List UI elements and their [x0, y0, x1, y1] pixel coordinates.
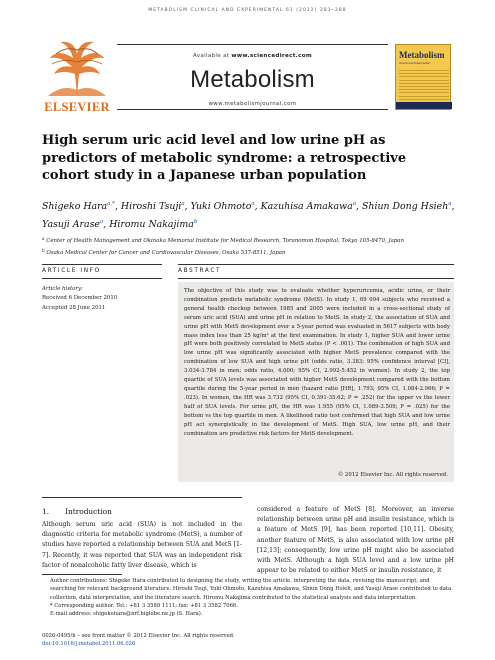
author-list [42, 197, 462, 232]
cover-title: Metabolism [399, 50, 445, 60]
issn-line: 0026-0495/$ – see front matter © 2012 Elsevier Inc. All rights reserved. [42, 633, 235, 639]
intro-left-column: Although serum uric acid (SUA) is not included in the diagnostic criteria for metabolic syndrome (MetS), a number of studies have reported a relationship between SUA and MetS [1-7]. Recently, it was reported that SUA was an independent risk factor of nonalcoholic fatty liver disease, which is [42, 521, 242, 569]
abstract-label: ABSTRACT [178, 268, 222, 274]
abstract-rule-bottom [178, 278, 454, 279]
article-title: High serum uric acid level and low urine pH as predictors of metabolic syndrome: a retrospective cohort study in a Japanese urban population [42, 133, 407, 183]
article-history [42, 285, 162, 313]
affiliation-a: $^a$ Center of Health Management and Okinaka Memorial Institute for Medical Research, Toranomon Hospital, Tokyo 105-8470, Japan [42, 236, 404, 244]
elsevier-wordmark: ELSEVIER [44, 100, 110, 114]
abstract-rule-top [178, 264, 454, 265]
affiliations [42, 234, 462, 259]
doi-link[interactable]: doi:10.1016/j.metabol.2011.06.026 [42, 641, 136, 648]
elsevier-logo [42, 34, 112, 112]
intro-rule [42, 497, 242, 498]
journal-url[interactable]: www.metabolismjournal.com [208, 101, 297, 107]
journal-banner [117, 44, 388, 110]
footnote-rule [42, 574, 122, 575]
sciencedirect-link[interactable]: www.sciencedirect.com [231, 53, 312, 59]
accepted-date: Accepted 28 June 2011 [42, 304, 106, 311]
intro-right-column: considered a feature of MetS [8]. Moreover, an inverse relationship between urine pH and insulin resistance, which is a feature of MetS [9], has been reported [10,11]. Obesity, another feature of MetS, is also associated with low urine pH [12,13]; consequently, low urine pH might also be associated with MetS. Although a high SUA level and a low urine pH appear to be related to either MetS or insulin resistance, it [257, 506, 454, 575]
cover-subtitle: Clinical and Experimental [399, 62, 430, 65]
journal-name: Metabolism [190, 66, 315, 93]
author-contributions: Author contributions: Shigeko Hara contributed to designing the study, writing the article, interpreting the data, revising the manuscript, and searching for relevant background literature. Hiroshi Tsuji, Yuki Ohmoto, Kazuhisa Amakawa, Shiun Dong Hsieh, and Yasuji Arase contributed to data collection, data interpretation, and the literature search. Hiromu Nakajima contributed to the statistical analysis and data interpretation. [50, 578, 452, 601]
abstract-box [178, 282, 454, 482]
author[interactable]: Shiun Dong Hsieh$^a$, [361, 201, 455, 212]
author[interactable]: Yasuji Arase$^a$, [42, 218, 110, 230]
publication-meta [42, 632, 342, 649]
abstract-copyright: © 2012 Elsevier Inc. All rights reserved. [337, 472, 448, 478]
corresponding-author: * Corresponding author. Tel.: +81 3 3588 1111; fax: +81 3 3582 7068. [50, 602, 238, 609]
received-date: Received 6 December 2010 [42, 295, 118, 302]
available-at-line [117, 53, 388, 59]
author[interactable]: Kazuhisa Amakawa$^a$, [260, 201, 362, 212]
cover-footer-bar [396, 102, 452, 109]
abstract-body: The objective of this study was to evaluate whether hyperuricemia, acidic urine, or their combination predicts metabolic syndrome (MetS). In study 1, 69 094 subjects who received a general health checkup between 1985 and 2005 were included in a cross-sectional study of serum uric acid (SUA) and urine pH in relation to MetS. In study 2, the association of SUA and urine pH with MetS development over a 5-year period was evaluated in 5617 subjects with body mass index less than 25 kg/m² at the first examination. In study 1, higher SUA and lower urine pH were both positively correlated to MetS status (P < .001). The combination of high SUA and low urine pH was significantly associated with higher MetS prevalence compared with the combination of low SUA and high urine pH (odds ratio, 3.383; 95% confidence interval [CI], 3.034-3.784 in men; odds ratio, 4.000; 95% CI, 2.992-5.452 in women). In study 2, the top quartile of SUA levels was associated with higher MetS development compared with the bottom quartile during the 5-year period in men (hazard ratio [HR], 1.793; 95% CI, 1.084-2.966; P = .023). In women, the HR was 3.732 (95% CI, 0.391-35.62; P = .252) for the upper vs the lower half of SUA levels. For urine pH, the HR was 1.955 (95% CI, 1.089-3.509; P = .025) for the bottom vs the top quartile in men. A likelihood ratio test confirmed that high SUA and low urine pH act synergistically in the development of MetS. High SUA, low urine pH, and their combination are predictive risk factors for MetS development. [184, 288, 450, 437]
author[interactable]: Hiroshi Tsuji$^a$, [120, 201, 191, 212]
intro-title: Introduction [65, 507, 112, 516]
author[interactable]: Shigeko Hara$^{a,*}$, [42, 201, 121, 212]
available-prefix: Available at [192, 53, 230, 59]
article-info-label: ARTICLE INFO [42, 268, 101, 274]
running-head: METABOLISM CLINICAL AND EXPERIMENTAL 61 (2012) 281–288 [148, 8, 347, 13]
cover-text-lines [399, 70, 449, 102]
intro-number: 1. [42, 507, 50, 516]
journal-cover-thumbnail [395, 44, 451, 110]
author[interactable]: Hiromu Nakajima$^b$ [109, 218, 198, 230]
article-info-rule-top [42, 264, 162, 265]
intro-heading [42, 507, 128, 516]
history-label: Article history: [42, 286, 83, 292]
email-address[interactable]: E-mail address: shigekohara@nrf.biglobe.ne.jp (S. Hara). [50, 611, 203, 618]
footnotes [42, 577, 454, 618]
article-info-rule-bottom [42, 278, 162, 279]
author[interactable]: Yuki Ohmoto$^a$, [190, 201, 261, 212]
affiliation-b: $^b$ Osaka Medical Center for Cancer and Cardiovascular Diseases, Osaka 537-8511, Japan [42, 248, 286, 257]
elsevier-tree-icon [42, 34, 112, 100]
